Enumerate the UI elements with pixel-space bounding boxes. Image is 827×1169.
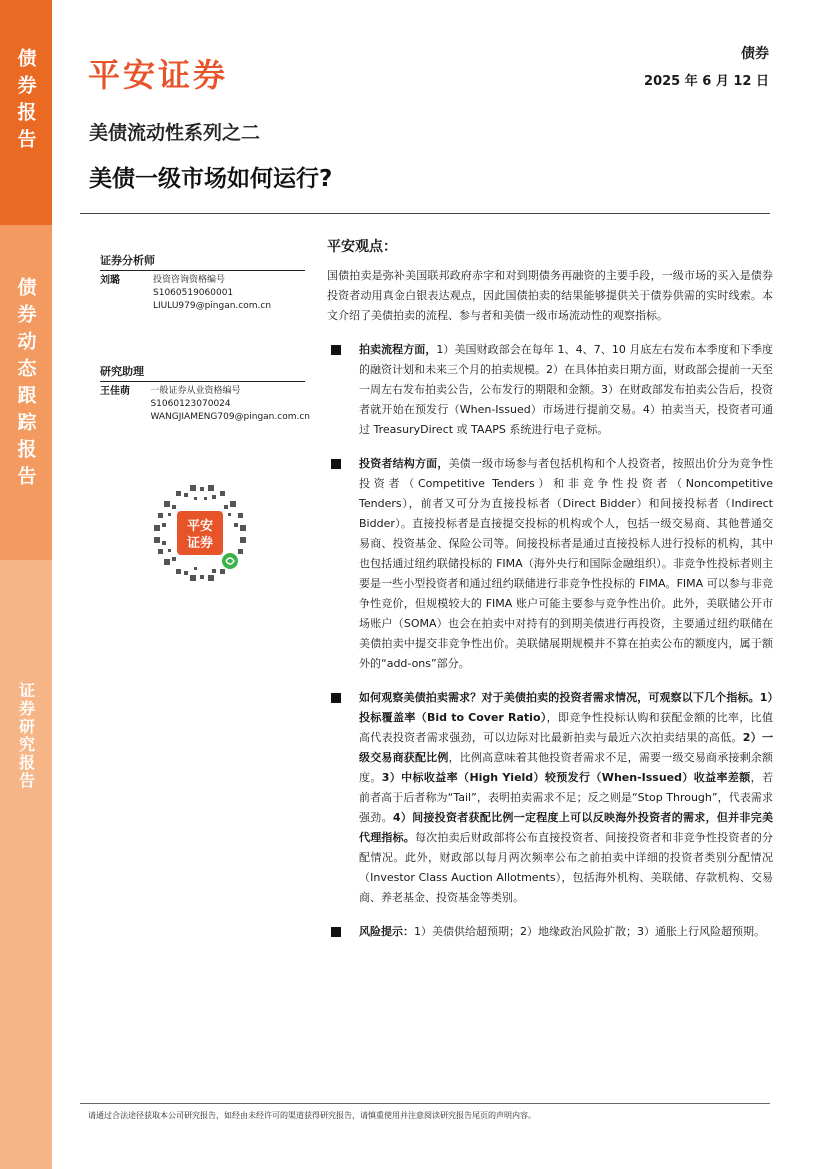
footer-disclaimer: 请通过合法途径获取本公司研究报告，如经由未经许可的渠道获得研究报告，请慎重使用并注意阅读研究报告尾页的声明内容。 bbox=[88, 1111, 536, 1120]
bullet-segment: ，即竞争性投标认购和获配金额的比率，比值高代表投资者需求强劲，可以边际对比最新拍卖与最近六次拍卖结果的高低。 bbox=[359, 711, 774, 744]
sidebar-bottom-label: 证券研究报告 bbox=[16, 682, 36, 790]
bullet-bold: 拍卖流程方面， bbox=[359, 343, 437, 356]
bullet-square-icon bbox=[331, 927, 341, 937]
header-divider bbox=[80, 213, 770, 214]
bullet-segment: ，比例高意味着其他投资者需求不足，需要一级交易商承接剩余额度。 bbox=[359, 751, 774, 784]
report-series: 美债流动性系列之二 bbox=[89, 122, 261, 144]
bullet-text bbox=[359, 454, 773, 674]
bullet-body: 1）美债供给超预期；2）地缘政治风险扩散；3）通胀上行风险超预期。 bbox=[414, 925, 765, 938]
viewpoint-column bbox=[327, 236, 773, 942]
bullet-bold: 风险提示： bbox=[359, 925, 414, 938]
assistant-email[interactable]: WANGJIAMENG709@pingan.com.cn bbox=[150, 412, 310, 422]
sidebar-middle-block bbox=[0, 225, 52, 560]
assistant-cert-no: S1060123070024 bbox=[150, 399, 231, 409]
bullet-segment: 每次拍卖后财政部将公布直接投资者、间接投资者和非竞争性投资者的分配情况。此外，财政部以每月两次频率公布之前拍卖中详细的投资者类别分配情况（Investor Class Auction Allotments），包括海外机构、美联储、存款机构、交易商、养老基金、投资基金等类别。 bbox=[359, 831, 774, 904]
bullet-segment: 如何观察美债拍卖需求？对于美债拍卖的投资者需求情况，可观察以下几个指标。1）投标覆盖率（Bid to Cover Ratio） bbox=[359, 691, 773, 724]
assistant-info bbox=[100, 385, 310, 424]
bullet-square-icon bbox=[331, 693, 341, 703]
bullet-segment: 3）中标收益率（High Yield）较预发行（When-Issued）收益率差额 bbox=[381, 771, 751, 784]
bullet-text bbox=[359, 688, 773, 908]
bullet-investor-structure bbox=[327, 454, 773, 674]
bullet-auction-process bbox=[327, 340, 773, 440]
analyst-info bbox=[100, 274, 310, 313]
viewpoint-intro: 国债拍卖是弥补美国联邦政府赤字和对到期债务再融资的主要手段，一级市场的买入是债券投资者动用真金白银表达观点，因此国债拍卖的结果能够提供关于债券供需的实时线索。本文介绍了美债拍卖的流程、参与者和美债一级市场流动性的观察指标。 bbox=[327, 269, 773, 322]
analyst-cert-label: 投资咨询资格编号 bbox=[153, 275, 226, 285]
bullet-square-icon bbox=[331, 459, 341, 469]
sidebar-top-label: 债券报告 bbox=[14, 48, 37, 156]
doc-type: 债券 bbox=[741, 46, 769, 62]
bullet-segment: ，若前者高于后者称为“Tail”，表明拍卖需求不足；反之则是“Stop Through”，代表需求强劲。 bbox=[359, 771, 774, 824]
assistant-cert-label: 一般证券从业资格编号 bbox=[150, 386, 241, 396]
assistant-name: 王佳萌 bbox=[100, 386, 130, 397]
viewpoint-heading: 平安观点： bbox=[327, 239, 397, 255]
analyst-email[interactable]: LIULU979@pingan.com.cn bbox=[153, 301, 272, 311]
analyst-heading: 证券分析师 bbox=[100, 252, 305, 271]
bullet-risk bbox=[327, 922, 773, 942]
bullet-auction-demand bbox=[327, 688, 773, 908]
bullet-square-icon bbox=[331, 345, 341, 355]
bullet-text bbox=[359, 340, 773, 440]
qr-logo-line2: 证券 bbox=[186, 536, 214, 551]
analyst-column bbox=[100, 252, 310, 424]
qr-logo-line1: 平安 bbox=[186, 519, 214, 534]
sidebar-top-block bbox=[0, 0, 52, 225]
doc-date: 2025 年 6 月 12 日 bbox=[644, 74, 769, 89]
bullet-text bbox=[359, 922, 765, 942]
bullet-bold: 投资者结构方面， bbox=[359, 457, 449, 470]
assistant-heading: 研究助理 bbox=[100, 363, 305, 382]
sidebar-bottom-block bbox=[0, 560, 52, 1169]
analyst-name: 刘璐 bbox=[100, 275, 120, 286]
report-title: 美债一级市场如何运行? bbox=[89, 166, 333, 192]
bullet-body: 美债一级市场参与者包括机构和个人投资者，按照出价分为竞争性投资者（Competitive Tenders）和非竞争性投资者（Noncompetitive Tenders），前者又可分为直接投标者（Direct Bidder）和间接投标者（Indirect Bidder）。直接投标者是直接提交投标的机构或个人，包括一级交易商、其他普通交易商、投资基金、保险公司等。间接投标者是通过直接投标人进行投标的机构，其中也包括通过纽约联储投标的 FIMA（海外央行和国际金融组织）。非竞争性投标者则主要是一些小型投资者和通过纽约联储进行非竞争性投标的 FIMA。FIMA 可以参与非竞争性竞价，但规模较大的 FIMA 账户可能主要参与竞争性出价。此外，美联储公开市场账户（SOMA）也会在拍卖中对持有的到期美债进行再投资，主要通过纽约联储在美债拍卖中提交非竞争性出价。美联储展期规模并不算在拍卖公布的额度内，属于额外的“add-ons”部分。 bbox=[359, 457, 774, 670]
qr-code-icon[interactable] bbox=[150, 483, 250, 583]
bullet-segment: 2）一级交易商获配比例 bbox=[359, 731, 774, 764]
sidebar-middle-label: 债券动态跟踪报告 bbox=[14, 277, 37, 493]
bullet-body: 1）美国财政部会在每年 1、4、7、10 月底左右发布本季度和下季度的融资计划和未来三个月的拍卖规模。2）在具体拍卖日期方面，财政部会提前一天至一周左右发布拍卖公告，公布发行的期限和金额。3）在财政部发布拍卖公告后，投资者就开始在预发行（When-Issued）市场进行提前交易。4）拍卖当天，投资者可通过 TreasuryDirect 或 TAAPS 系统进行电子竞标。 bbox=[359, 343, 774, 436]
company-logo: 平安证券 bbox=[88, 56, 229, 94]
analyst-cert-no: S1060519060001 bbox=[153, 288, 234, 298]
bullet-segment: 4）间接投资者获配比例一定程度上可以反映海外投资者的需求，但并非完美代理指标。 bbox=[359, 811, 774, 844]
footer-divider bbox=[80, 1103, 770, 1104]
sidebar bbox=[0, 0, 52, 1169]
